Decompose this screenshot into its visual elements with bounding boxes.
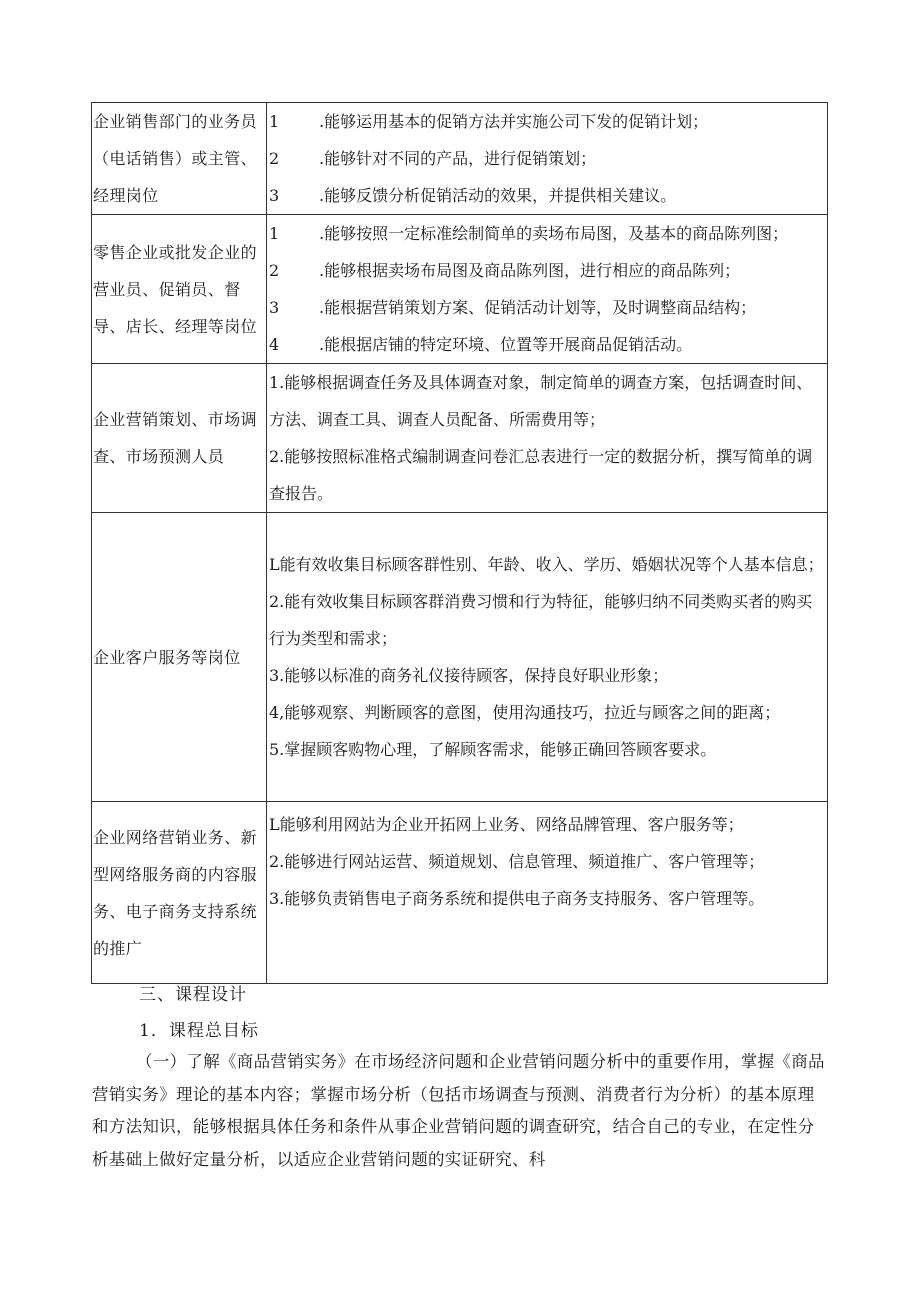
body-paragraph: （一）了解《商品营销实务》在市场经济问题和企业营销问题分析中的重要作用，掌握《商品营销实务》理论的基本内容；掌握市场分析（包括市场调查与预测、消费者行为分析）的基本原理和方法知识，能够根据具体任务和条件从事企业营销问题的调查研究，结合自己的专业，在定性分析基础上做好定量分析，以适应企业营销问题的实证研究、科: [92, 1052, 825, 1169]
subsection-heading: 1．课程总目标: [139, 1021, 259, 1041]
role-text: 企业销售部门的业务员（电话销售）或主管、经理岗位: [93, 112, 258, 205]
role-cell: [92, 364, 267, 513]
duty-paragraph: 3.能够以标准的商务礼仪接待顾客，保持良好职业形象；: [269, 666, 669, 685]
table-row: [92, 215, 828, 364]
list-item: 3 .能根据营销策划方案、促销活动计划等，及时调整商品结构；: [269, 298, 757, 317]
duty-paragraph: L能够利用网站为企业开拓网上业务、网络品牌管理、客户服务等；: [269, 815, 744, 834]
list-item: 4 .能根据店铺的特定环境、位置等开展商品促销活动。: [269, 335, 693, 354]
role-text: 企业客户服务等岗位: [93, 647, 241, 667]
duty-cell: [267, 215, 828, 364]
role-text: 企业营销策划、市场调查、市场预测人员: [93, 410, 258, 466]
table-row: [92, 513, 828, 802]
role-text: 零售企业或批发企业的营业员、促销员、督导、店长、经理等岗位: [93, 242, 258, 336]
job-skills-table: [91, 102, 828, 984]
duty-paragraph: 1.能够根据调查任务及具体调查对象，制定简单的调查方案，包括调查时间、方法、调查工具、调查人员配备、所需费用等；: [269, 373, 813, 429]
duty-cell: [267, 364, 828, 513]
list-item: 1 .能够运用基本的促销方法并实施公司下发的促销计划；: [269, 112, 709, 131]
role-cell: [92, 802, 267, 984]
table-row: [92, 103, 828, 215]
table-row: [92, 364, 828, 513]
duty-paragraph: 5.掌握顾客购物心理，了解顾客需求，能够正确回答顾客要求。: [269, 740, 717, 759]
duty-paragraph: 4,能够观察、判断顾客的意图，使用沟通技巧，拉近与顾客之间的距离；: [269, 703, 781, 722]
list-item: 3 .能够反馈分析促销活动的效果，并提供相关建议。: [269, 186, 677, 205]
duty-paragraph: 2.能够进行网站运营、频道规划、信息管理、频道推广、客户管理等；: [269, 852, 765, 871]
list-item: 1 .能够按照一定标准绘制简单的卖场布局图，及基本的商品陈列图；: [269, 224, 789, 243]
duty-paragraph: 2.能有效收集目标顾客群消费习惯和行为特征，能够归纳不同类购买者的购买行为类型和需求；: [269, 592, 813, 648]
duty-paragraph: L能有效收集目标顾客群性别、年龄、收入、学历、婚姻状况等个人基本信息；: [269, 555, 824, 574]
list-item: 2 .能够针对不同的产品，进行促销策划；: [269, 149, 597, 168]
role-cell: [92, 513, 267, 802]
role-cell: [92, 215, 267, 364]
role-cell: [92, 103, 267, 215]
duty-cell: [267, 513, 828, 802]
duty-cell: [267, 802, 828, 984]
role-text: 企业网络营销业务、新型网络服务商的内容服务、电子商务支持系统的推广: [93, 827, 258, 958]
duty-cell: [267, 103, 828, 215]
duty-paragraph: 3.能够负责销售电子商务系统和提供电子商务支持服务、客户管理等。: [269, 889, 765, 908]
list-item: 2 .能够根据卖场布局图及商品陈列图，进行相应的商品陈列；: [269, 261, 741, 280]
section-heading: 三、课程设计: [139, 985, 247, 1005]
duty-paragraph: 2.能够按照标准格式编制调查问卷汇总表进行一定的数据分析，撰写简单的调查报告。: [269, 447, 813, 503]
table-row: [92, 802, 828, 984]
